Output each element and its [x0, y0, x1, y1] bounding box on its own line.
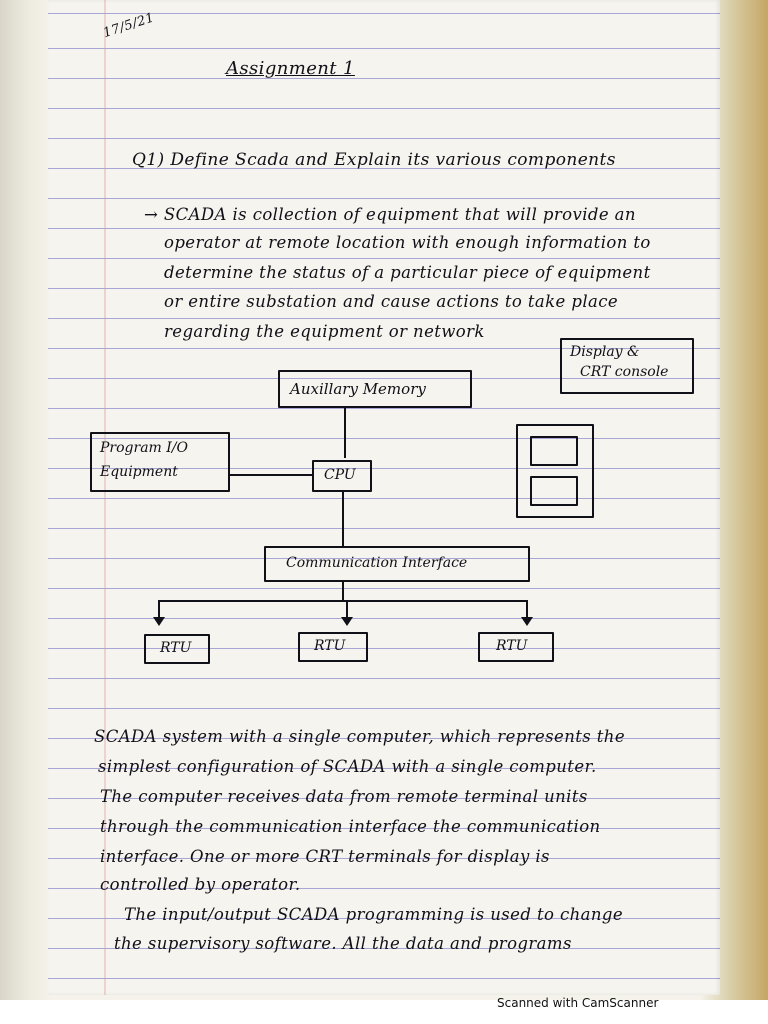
- display-crt-box: [560, 338, 694, 394]
- equipment-label: Equipment: [100, 464, 178, 480]
- crt-console-label: CRT console: [580, 364, 669, 380]
- crt-screen-bottom: [530, 476, 578, 506]
- description-line: interface. One or more CRT terminals for display is: [100, 847, 550, 866]
- display-label: Display &: [570, 344, 640, 360]
- communication-interface-label: Communication Interface: [286, 555, 468, 571]
- connector-line: [344, 406, 346, 458]
- description-line: The computer receives data from remote terminal units: [100, 787, 588, 806]
- description-line: controlled by operator.: [100, 875, 301, 894]
- cpu-label: CPU: [324, 467, 356, 483]
- scanner-watermark: Scanned with CamScanner: [497, 996, 659, 1010]
- answer-line: or entire substation and cause actions to take place: [164, 292, 619, 311]
- margin-line: [104, 0, 106, 995]
- rtu-label: RTU: [314, 638, 346, 654]
- auxillary-memory-label: Auxillary Memory: [290, 380, 426, 398]
- communication-interface-box: [264, 546, 530, 582]
- crt-monitor-icon: [516, 424, 594, 518]
- rtu-label: RTU: [160, 640, 192, 656]
- answer-line: → SCADA is collection of equipment that will provide an: [144, 205, 636, 224]
- arrow-down-icon: [521, 617, 533, 626]
- notebook-page: [48, 0, 720, 995]
- connector-line: [526, 600, 528, 618]
- connector-line: [342, 490, 344, 546]
- arrow-down-icon: [341, 617, 353, 626]
- bus-line: [158, 600, 528, 602]
- program-io-label: Program I/O: [100, 440, 188, 456]
- rtu-box: [298, 632, 368, 662]
- rtu-box: [478, 632, 554, 662]
- auxillary-memory-box: [278, 370, 472, 408]
- description-line: The input/output SCADA programming is used to change: [124, 905, 624, 924]
- question-text: Q1) Define Scada and Explain its various components: [132, 150, 616, 170]
- crt-screen-top: [530, 436, 578, 466]
- arrow-down-icon: [153, 617, 165, 626]
- answer-line: determine the status of a particular piece of equipment: [164, 263, 651, 282]
- cpu-box: [312, 460, 372, 492]
- assignment-title: Assignment 1: [226, 58, 355, 79]
- description-line: through the communication interface the communication: [100, 817, 601, 836]
- description-line: SCADA system with a single computer, which represents the: [94, 727, 625, 746]
- connector-line: [158, 600, 160, 618]
- description-line: simplest configuration of SCADA with a single computer.: [98, 757, 597, 776]
- date: 17/5/21: [101, 10, 157, 41]
- answer-line: operator at remote location with enough information to: [164, 233, 651, 252]
- description-line: the supervisory software. All the data and programs: [114, 934, 572, 953]
- rtu-label: RTU: [496, 638, 528, 654]
- answer-line: regarding the equipment or network: [164, 322, 485, 341]
- connector-line: [342, 580, 344, 600]
- connector-line: [228, 474, 312, 476]
- program-io-box: [90, 432, 230, 492]
- rtu-box: [144, 634, 210, 664]
- connector-line: [346, 600, 348, 618]
